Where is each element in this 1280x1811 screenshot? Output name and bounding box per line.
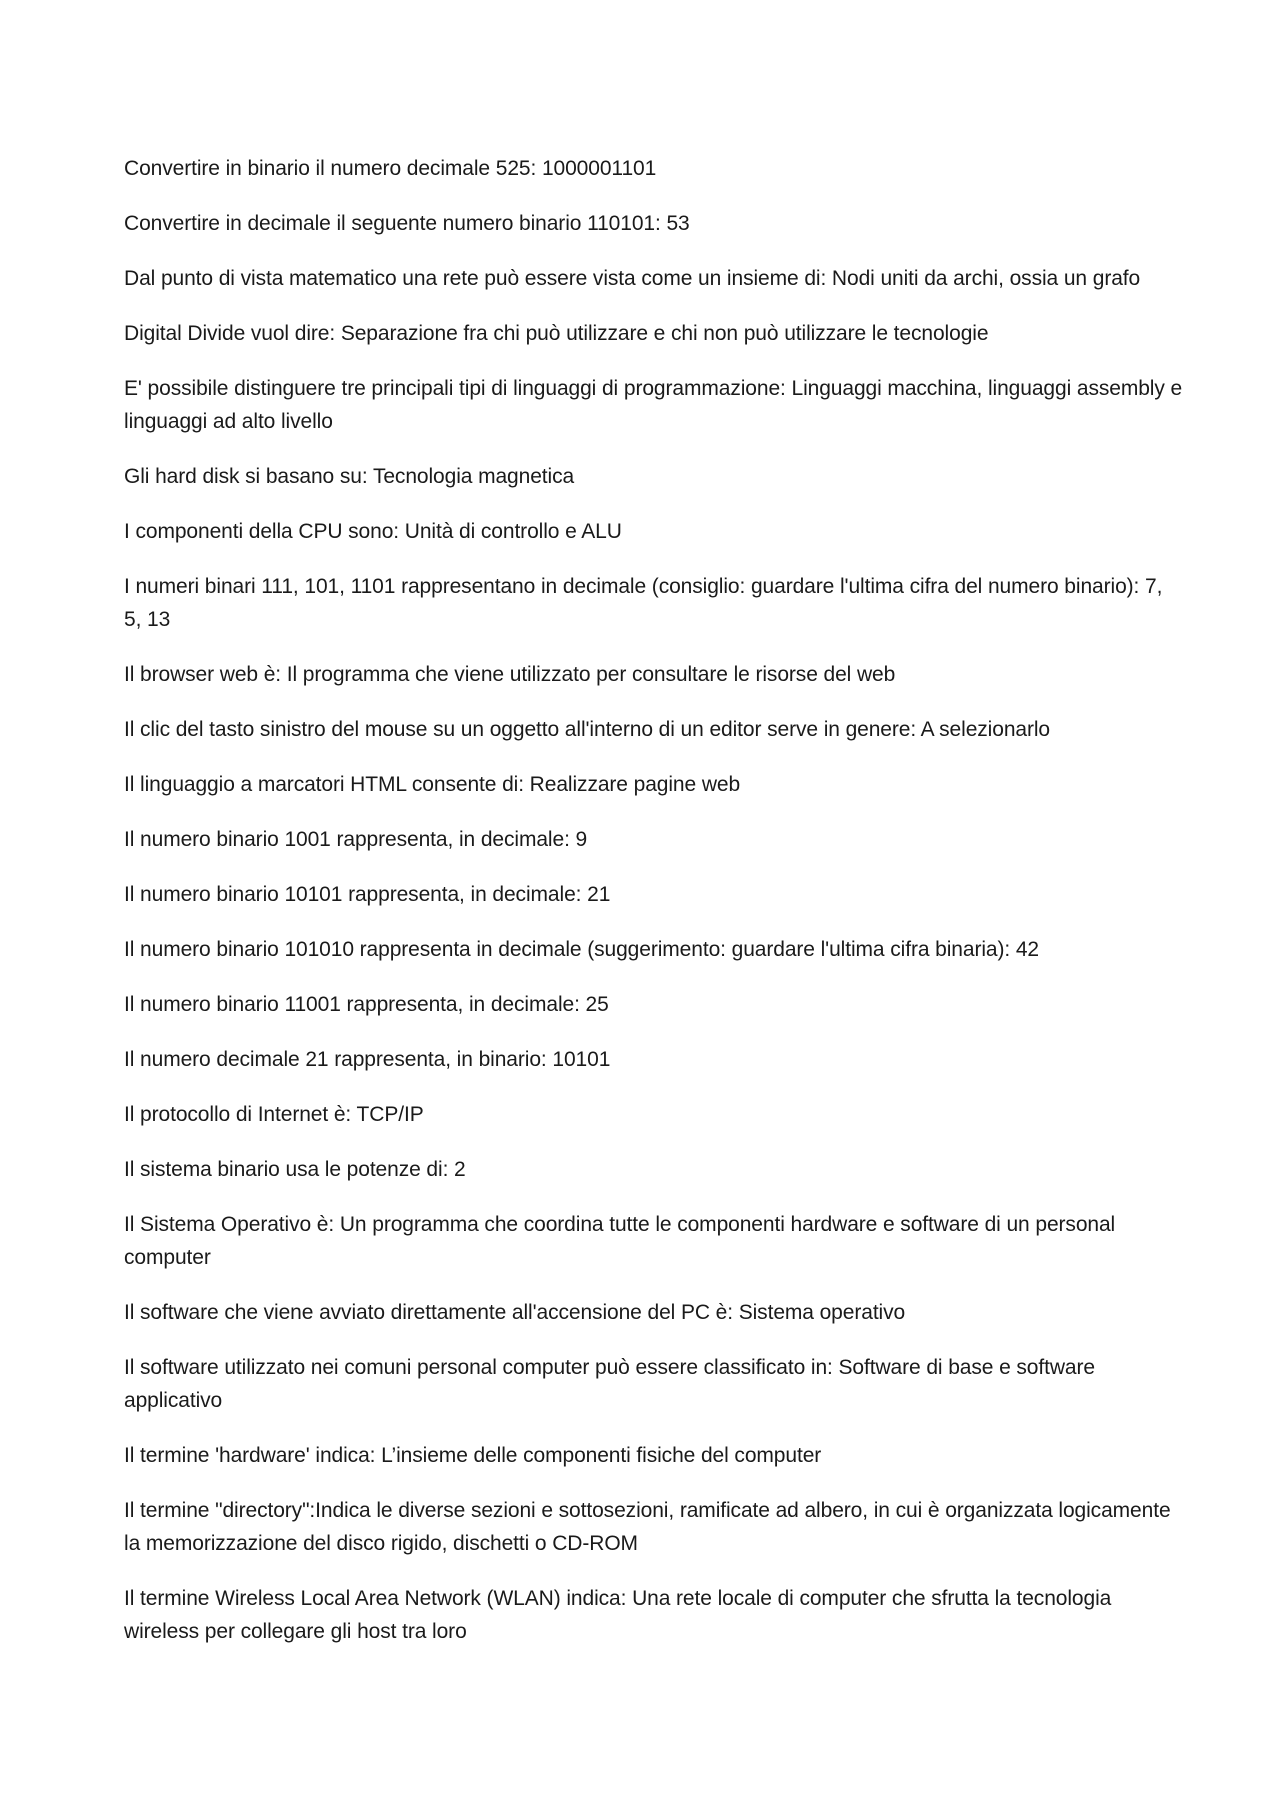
qa-paragraph: Convertire in binario il numero decimale 525: 1000001101 xyxy=(124,157,657,180)
qa-paragraph: Il numero binario 1001 rappresenta, in decimale: 9 xyxy=(124,828,588,851)
qa-paragraph: Il linguaggio a marcatori HTML consente di: Realizzare pagine web xyxy=(124,773,741,796)
qa-paragraph: Il termine 'hardware' indica: L’insieme delle componenti fisiche del computer xyxy=(124,1444,822,1467)
qa-paragraph: Il browser web è: Il programma che viene utilizzato per consultare le risorse del web xyxy=(124,663,896,686)
qa-paragraph: Digital Divide vuol dire: Separazione fra chi può utilizzare e chi non può utilizzare le tecnologie xyxy=(124,322,989,345)
qa-paragraph: Il numero decimale 21 rappresenta, in binario: 10101 xyxy=(124,1048,611,1071)
qa-paragraph: Il termine Wireless Local Area Network (WLAN) indica: Una rete locale di computer che sfrutta la tecnologia wireless per collegare gli host tra loro xyxy=(124,1587,1112,1643)
qa-paragraph: I componenti della CPU sono: Unità di controllo e ALU xyxy=(124,520,622,543)
qa-paragraph: Il sistema binario usa le potenze di: 2 xyxy=(124,1158,466,1181)
qa-paragraph: Il software utilizzato nei comuni personal computer può essere classificato in: Software di base e software applicativo xyxy=(124,1356,1095,1412)
qa-paragraph: Gli hard disk si basano su: Tecnologia magnetica xyxy=(124,465,575,488)
document-page xyxy=(124,152,1184,1670)
qa-paragraph: Dal punto di vista matematico una rete può essere vista come un insieme di: Nodi uniti da archi, ossia un grafo xyxy=(124,267,1141,290)
qa-paragraph: E' possibile distinguere tre principali tipi di linguaggi di programmazione: Linguaggi macchina, linguaggi assembly e linguaggi ad alto livello xyxy=(124,377,1183,433)
qa-paragraph: Il numero binario 101010 rappresenta in decimale (suggerimento: guardare l'ultima cifra binaria): 42 xyxy=(124,938,1040,961)
qa-paragraph: Convertire in decimale il seguente numero binario 110101: 53 xyxy=(124,212,690,235)
qa-paragraph: I numeri binari 111, 101, 1101 rappresentano in decimale (consiglio: guardare l'ultima cifra del numero binario): 7, 5, 13 xyxy=(124,575,1163,631)
qa-paragraph: Il numero binario 11001 rappresenta, in decimale: 25 xyxy=(124,993,609,1016)
qa-paragraph: Il clic del tasto sinistro del mouse su un oggetto all'interno di un editor serve in genere: A selezionarlo xyxy=(124,718,1051,741)
qa-paragraph: Il software che viene avviato direttamente all'accensione del PC è: Sistema operativo xyxy=(124,1301,906,1324)
qa-paragraph: Il termine "directory":Indica le diverse sezioni e sottosezioni, ramificate ad albero, in cui è organizzata logicamente la memorizzazione del disco rigido, dischetti o CD-ROM xyxy=(124,1499,1171,1555)
qa-paragraph: Il protocollo di Internet è: TCP/IP xyxy=(124,1103,424,1126)
qa-paragraph: Il Sistema Operativo è: Un programma che coordina tutte le componenti hardware e software di un personal computer xyxy=(124,1213,1116,1269)
qa-paragraph: Il numero binario 10101 rappresenta, in decimale: 21 xyxy=(124,883,611,906)
